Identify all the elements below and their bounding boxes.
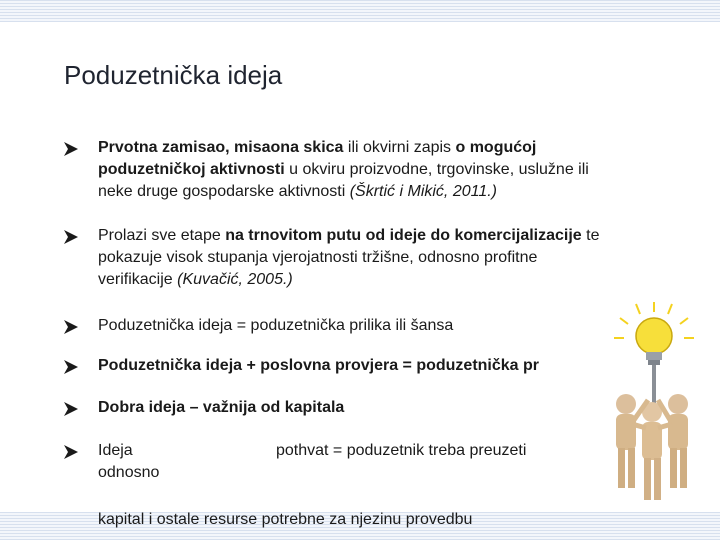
bullet-text: Poduzetnička ideja = poduzetnička prilika ili šansa (98, 317, 454, 334)
arrowhead-bullet-icon (62, 318, 80, 336)
arrowhead-bullet-icon (62, 140, 80, 158)
arrowhead-bullet-icon (62, 443, 80, 461)
bullet-text: Poduzetnička ideja + poslovna provjera = poduzetnička pr (98, 357, 540, 374)
bullet-text: Prvotna zamisao, misaona skica ili okvirni zapis o mogućoj poduzetničkoj aktivnosti u okviru proizvodne, trgovinske, uslužne ili neke druge gospodarske aktivnosti (Škrtić i Mikić, 2011.) (98, 139, 589, 200)
bullet-text: Dobra ideja – važnija od kapitala (98, 399, 345, 416)
header-band (0, 0, 720, 22)
arrowhead-bullet-icon (62, 358, 80, 376)
slide-title: Poduzetnička ideja (64, 60, 283, 90)
teamwork-lightbulb-illustration (582, 300, 720, 512)
bullet-text: Ideja odnosno (98, 442, 160, 481)
arrowhead-bullet-icon (62, 228, 80, 246)
overflow-text: kapital i ostale resurse potrebne za njezinu provedbu (98, 511, 473, 528)
people-group (616, 394, 688, 500)
lightbulb-icon (614, 302, 694, 365)
bullet-text: Prolazi sve etape na trnovitom putu od ideje do komercijalizacije te pokazuje visok stupanja vjerojatnosti tržišne, odnosno profitne verifikacije (Kuvačić, 2005.) (98, 227, 600, 288)
bullet-text-continued: pothvat = poduzetnik treba preuzeti (276, 442, 527, 459)
arrowhead-bullet-icon (62, 400, 80, 418)
